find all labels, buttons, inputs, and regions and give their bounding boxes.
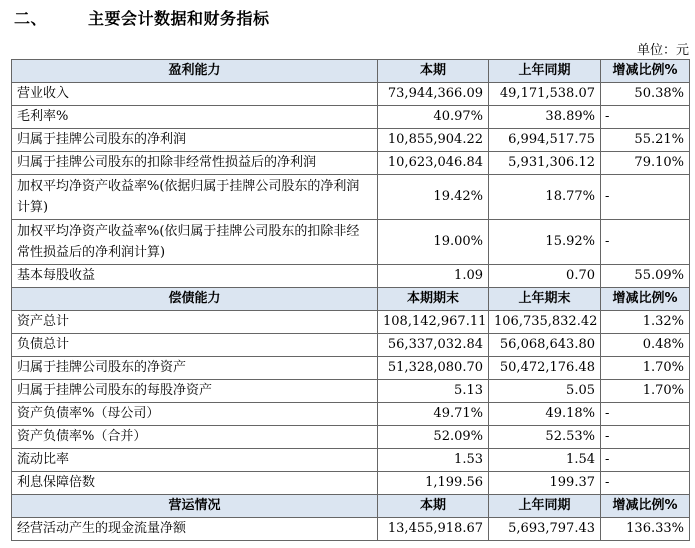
previous-value: 5,693,797.43 [489,518,601,541]
current-value: 51,328,080.70 [378,357,489,380]
column-header: 营运情况 [12,495,378,518]
table-row [12,106,690,129]
row-label: 资产总计 [12,311,378,334]
previous-value: 5,931,306.12 [489,152,601,175]
previous-value: 49,171,538.07 [489,83,601,106]
previous-value: 56,068,643.80 [489,334,601,357]
column-header: 上年同期 [489,60,601,83]
column-header: 本期 [378,495,489,518]
row-label: 资产负债率%（合并） [12,426,378,449]
table-row [12,129,690,152]
section-header-row [12,288,690,311]
row-label: 基本每股收益 [12,265,378,288]
row-label: 营业收入 [12,83,378,106]
table-row [12,357,690,380]
row-label: 归属于挂牌公司股东的净资产 [12,357,378,380]
current-value: 10,855,904.22 [378,129,489,152]
section-title: 主要会计数据和财务指标 [88,9,270,28]
table-row [12,265,690,288]
unit-label: 单位：元 [636,43,689,58]
change-value: 79.10% [601,152,690,175]
table-row [12,83,690,106]
change-value: - [601,472,690,495]
column-header: 盈利能力 [12,60,378,83]
section-header-row [12,60,690,83]
current-value: 5.13 [378,380,489,403]
column-header: 增减比例% [601,60,690,83]
current-value: 10,623,046.84 [378,152,489,175]
column-header: 增减比例% [601,495,690,518]
table-row [12,152,690,175]
change-value: 50.38% [601,83,690,106]
column-header: 上年同期 [489,495,601,518]
row-label: 资产负债率%（母公司） [12,403,378,426]
change-value: 55.09% [601,265,690,288]
current-value: 1,199.56 [378,472,489,495]
previous-value: 5.05 [489,380,601,403]
change-value: - [601,426,690,449]
column-header: 增减比例% [601,288,690,311]
row-label: 负债总计 [12,334,378,357]
row-label: 归属于挂牌公司股东的净利润 [12,129,378,152]
change-value: - [601,220,690,265]
current-value: 1.53 [378,449,489,472]
row-label: 归属于挂牌公司股东的每股净资产 [12,380,378,403]
previous-value: 50,472,176.48 [489,357,601,380]
change-value: 1.70% [601,357,690,380]
previous-value: 1.54 [489,449,601,472]
change-value: 1.32% [601,311,690,334]
previous-value: 6,994,517.75 [489,129,601,152]
change-value: 55.21% [601,129,690,152]
table-row [12,449,690,472]
current-value: 40.97% [378,106,489,129]
table-row [12,426,690,449]
previous-value: 199.37 [489,472,601,495]
section-header-row [12,495,690,518]
current-value: 52.09% [378,426,489,449]
table-row [12,220,690,265]
previous-value: 52.53% [489,426,601,449]
section-heading [14,6,270,29]
row-label: 毛利率% [12,106,378,129]
change-value: - [601,449,690,472]
current-value: 19.00% [378,220,489,265]
table-row [12,311,690,334]
previous-value: 49.18% [489,403,601,426]
table-row [12,403,690,426]
current-value: 73,944,366.09 [378,83,489,106]
previous-value: 38.89% [489,106,601,129]
column-header: 本期 [378,60,489,83]
current-value: 13,455,918.67 [378,518,489,541]
change-value: - [601,175,690,220]
current-value: 56,337,032.84 [378,334,489,357]
row-label: 利息保障倍数 [12,472,378,495]
previous-value: 0.70 [489,265,601,288]
column-header: 偿债能力 [12,288,378,311]
table-row [12,175,690,220]
row-label: 归属于挂牌公司股东的扣除非经常性损益后的净利润 [12,152,378,175]
change-value: - [601,403,690,426]
current-value: 19.42% [378,175,489,220]
current-value: 108,142,967.11 [378,311,489,334]
row-label: 加权平均净资产收益率%(依据归属于挂牌公司股东的净利润计算) [12,175,378,220]
change-value: 136.33% [601,518,690,541]
current-value: 1.09 [378,265,489,288]
section-number: 二、 [14,9,48,28]
table-row [12,472,690,495]
change-value: 0.48% [601,334,690,357]
previous-value: 15.92% [489,220,601,265]
column-header: 本期期末 [378,288,489,311]
change-value: - [601,106,690,129]
row-label: 加权平均净资产收益率%(依归属于挂牌公司股东的扣除非经常性损益后的净利润计算) [12,220,378,265]
change-value: 1.70% [601,380,690,403]
table-row [12,518,690,541]
previous-value: 18.77% [489,175,601,220]
column-header: 上年期末 [489,288,601,311]
table-row [12,334,690,357]
financial-indicators-table [11,59,690,541]
previous-value: 106,735,832.42 [489,311,601,334]
current-value: 49.71% [378,403,489,426]
table-row [12,380,690,403]
row-label: 经营活动产生的现金流量净额 [12,518,378,541]
row-label: 流动比率 [12,449,378,472]
